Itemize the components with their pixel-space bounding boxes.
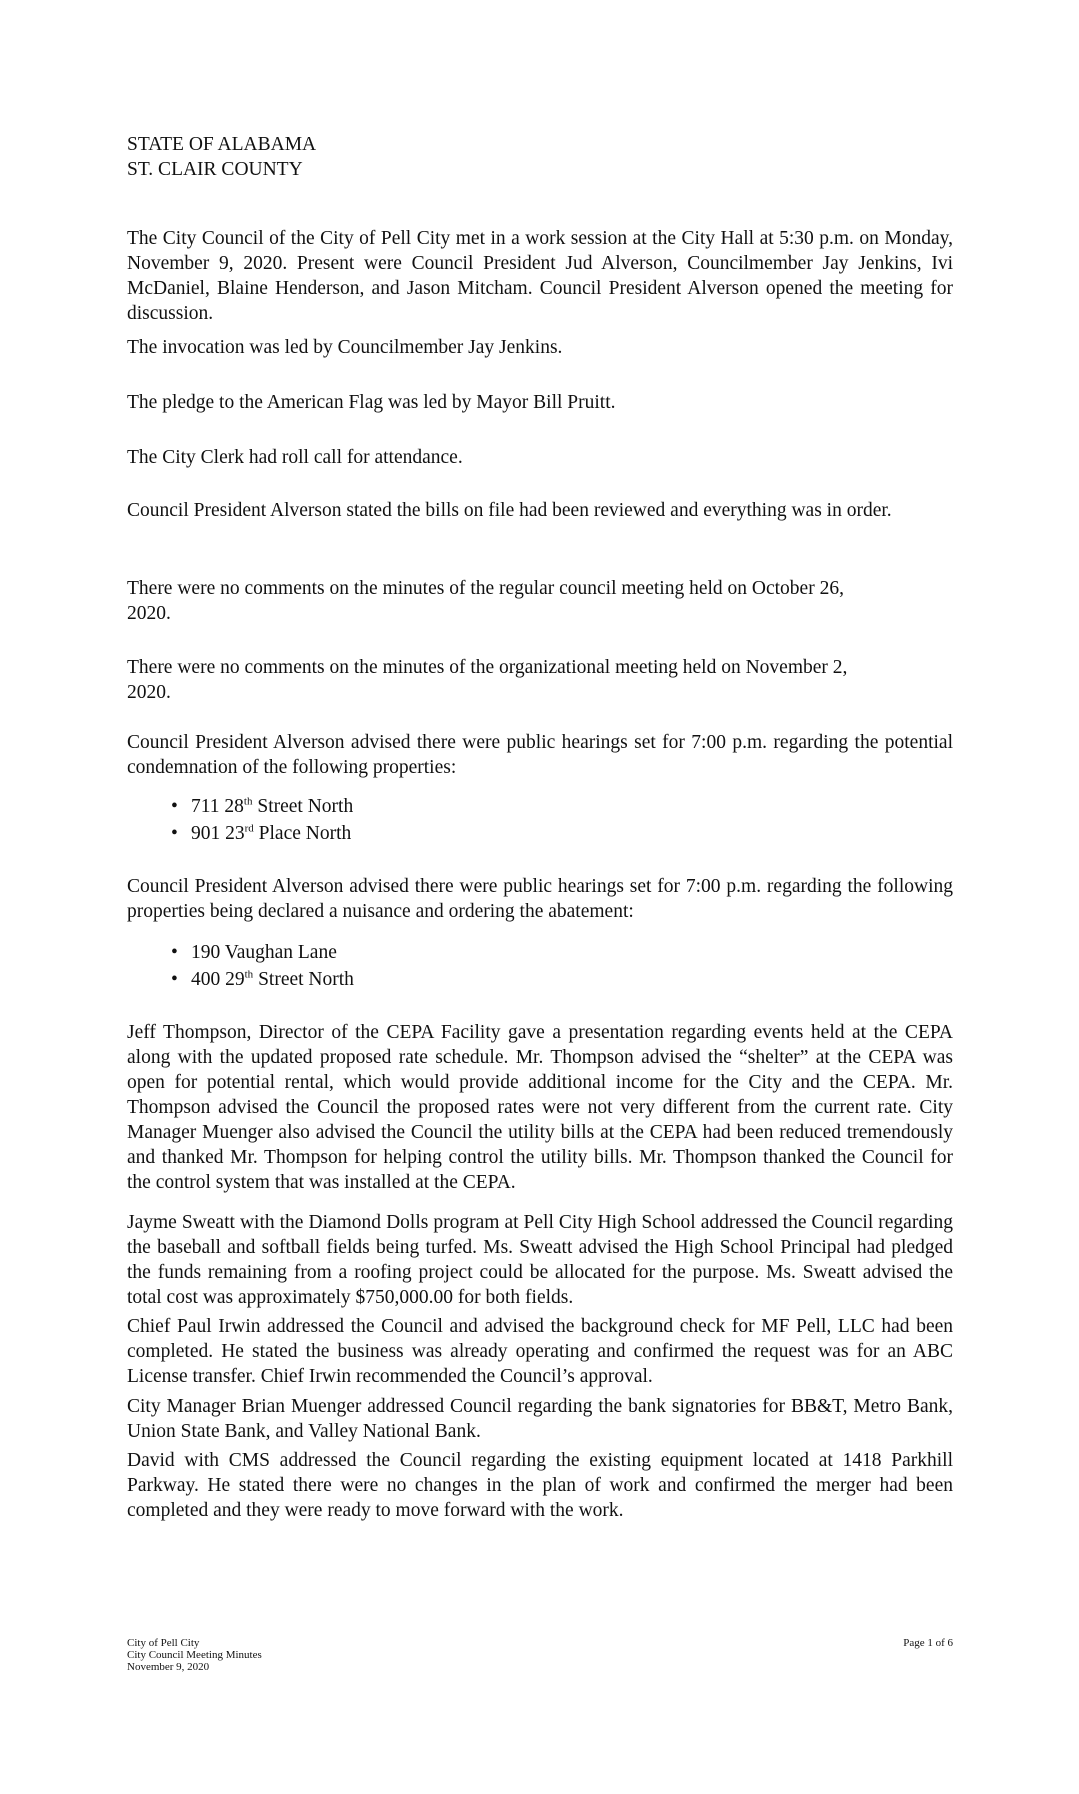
cepa-presentation-paragraph: Jeff Thompson, Director of the CEPA Facility gave a presentation regarding events held at the CEPA along with the updated proposed rate schedule. Mr. Thompson advised the “shelter” at the CEPA was open for potential rental, which would provide additional income for the City and the CEPA. Mr. Thompson advised the Council the proposed rates were not very different from the current rate. City Manager Muenger also advised the Council the utility bills at the CEPA had been reduced tremendously and thanked Mr. Thompson for helping control the utility bills. Mr. Thompson thanked the Council for the control system that was installed at the CEPA. [127, 1022, 953, 1193]
attendance-paragraph: The City Council of the City of Pell City met in a work session at the City Hall at 5:30 p.m. on Monday, November 9, 2020. Present were Council President Jud Alverson, Councilmember Jay Jenkins, Ivi McDaniel, Blaine Henderson, and Jason Mitcham. Council President Alverson opened the meeting for discussion. [127, 228, 953, 324]
organizational-minutes-paragraph [127, 655, 953, 705]
list-item: • 901 23rd Place North [172, 820, 353, 847]
nuisance-property-list [172, 939, 354, 993]
pledge-paragraph: The pledge to the American Flag was led by Mayor Bill Pruitt. [127, 392, 616, 413]
regular-minutes-line2: 2020. [127, 603, 171, 624]
document-header [127, 132, 316, 182]
footer-date: November 9, 2020 [127, 1661, 210, 1673]
invocation-paragraph: The invocation was led by Councilmember Jay Jenkins. [127, 337, 563, 358]
county-heading: ST. CLAIR COUNTY [127, 159, 303, 180]
organizational-minutes-line1: There were no comments on the minutes of the organizational meeting held on November 2, [127, 657, 848, 678]
organizational-minutes-line2: 2020. [127, 682, 171, 703]
background-check-paragraph: Chief Paul Irwin addressed the Council and advised the background check for MF Pell, LLC had been completed. He stated the business was already operating and confirmed the request was for an ABC License transfer. Chief Irwin recommended the Council’s approval. [127, 1316, 953, 1387]
bullet-icon: • [171, 823, 178, 844]
bullet-icon: • [171, 942, 178, 963]
regular-minutes-paragraph [127, 576, 953, 626]
list-item: • 400 29th Street North [172, 966, 354, 993]
roll-call-paragraph: The City Clerk had roll call for attendance. [127, 447, 463, 468]
bills-paragraph: Council President Alverson stated the bills on file had been reviewed and everything was in order. [127, 500, 892, 521]
diamond-dolls-paragraph: Jayme Sweatt with the Diamond Dolls program at Pell City High School addressed the Council regarding the baseball and softball fields being turfed. Ms. Sweatt advised the High School Principal had pledged the funds remaining from a roofing project could be allocated for the purpose. Ms. Sweatt advised the total cost was approximately $750,000.00 for both fields. [127, 1212, 953, 1308]
bullet-icon: • [171, 969, 178, 990]
condemnation-property-list [172, 793, 353, 847]
cms-equipment-paragraph: David with CMS addressed the Council regarding the existing equipment located at 1418 Parkhill Parkway. He stated there were no changes in the plan of work and confirmed the merger had been completed and they were ready to move forward with the work. [127, 1450, 953, 1521]
condemnation-hearing-paragraph: Council President Alverson advised there were public hearings set for 7:00 p.m. regarding the potential condemnation of the following properties: [127, 732, 953, 778]
list-item: • 711 28th Street North [172, 793, 353, 820]
list-item: • 190 Vaughan Lane [172, 939, 354, 966]
page-number: Page 1 of 6 [903, 1637, 953, 1649]
bank-signatories-paragraph: City Manager Brian Muenger addressed Council regarding the bank signatories for BB&T, Metro Bank, Union State Bank, and Valley National Bank. [127, 1396, 953, 1442]
nuisance-hearing-paragraph: Council President Alverson advised there were public hearings set for 7:00 p.m. regarding the following properties being declared a nuisance and ordering the abatement: [127, 876, 953, 922]
regular-minutes-line1: There were no comments on the minutes of the regular council meeting held on October 26, [127, 578, 844, 599]
footer-info [127, 1637, 262, 1673]
bullet-icon: • [171, 796, 178, 817]
state-heading: STATE OF ALABAMA [127, 134, 317, 155]
footer-document-title: City Council Meeting Minutes [127, 1649, 262, 1661]
footer-city: City of Pell City [127, 1637, 200, 1649]
